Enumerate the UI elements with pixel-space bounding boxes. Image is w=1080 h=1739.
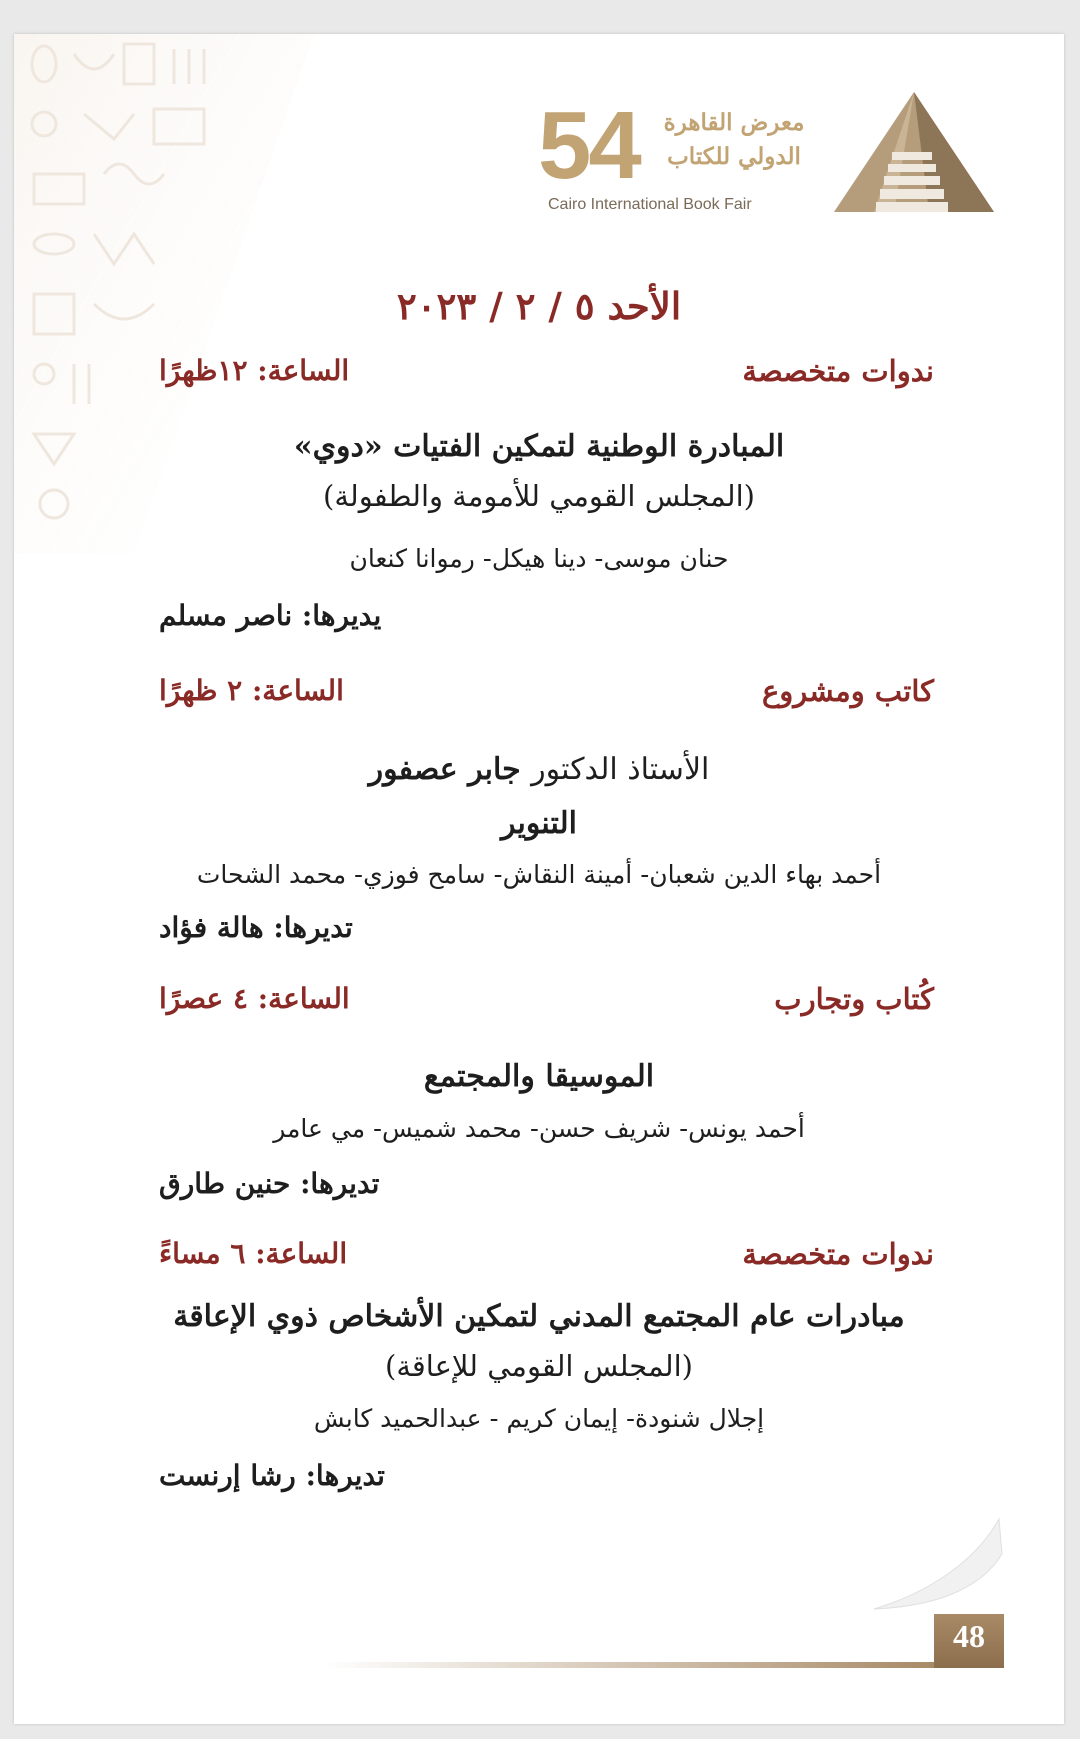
page-curl-icon [864,1514,1004,1614]
session-2-title-name: جابر عصفور [368,752,521,787]
page-number: 48 [953,1618,985,1654]
session-4-time: الساعة: ٦ مساءً [159,1237,348,1270]
session-1-subtitle: (المجلس القومي للأمومة والطفولة) [323,479,755,513]
session-3-category: كُتاب وتجارب [774,982,934,1016]
session-2-topic: التنوير [501,806,577,841]
session-3-speakers: أحمد يونس- شريف حسن- محمد شميس- مي عامر [273,1114,805,1143]
brochure-page [14,34,1064,1724]
logo-arabic-line-1: معرض القاهرة [663,109,805,136]
session-2-speakers: أحمد بهاء الدين شعبان- أمينة النقاش- سامح فوزي- محمد الشحات [196,860,882,889]
sessions-list [14,34,1064,1724]
logo-english-text: Cairo International Book Fair [548,196,752,213]
session-4-category: ندوات متخصصة [742,1237,934,1271]
session-1-moderator: يديرها: ناصر مسلم [159,599,382,632]
session-2-moderator: تديرها: هالة فؤاد [159,911,353,944]
session-2-time: الساعة: ٢ ظهرًا [159,674,344,707]
session-3-moderator: تديرها: حنين طارق [159,1167,380,1200]
session-2-title-prefix: الأستاذ الدكتور [531,752,710,787]
logo-edition-number: 54 [538,92,639,199]
page-number-bar [324,1662,934,1668]
session-1-speakers: حنان موسى- دينا هيكل- رموانا كنعان [349,544,729,573]
session-1-time: الساعة: ١٢ظهرًا [159,354,350,387]
event-date: الأحد ٥ / ٢ / ٢٠٢٣ [396,284,682,328]
session-3-title: الموسيقا والمجتمع [423,1059,655,1094]
session-2-title [134,752,944,787]
logo-arabic-line-2: الدولي للكتاب [667,143,801,170]
session-4-speakers: إجلال شنودة- إيمان كريم - عبدالحميد كابش [313,1404,765,1433]
session-4-subtitle: (المجلس القومي للإعاقة) [385,1349,693,1383]
session-3-time: الساعة: ٤ عصرًا [159,982,350,1015]
session-4-title: مبادرات عام المجتمع المدني لتمكين الأشخاص ذوي الإعاقة [173,1299,905,1334]
session-1-title: المبادرة الوطنية لتمكين الفتيات «دوي» [293,429,785,464]
session-1-category: ندوات متخصصة [742,354,934,388]
session-2-category: كاتب ومشروع [761,674,934,708]
session-4-moderator: تديرها: رشا إرنست [159,1459,385,1492]
